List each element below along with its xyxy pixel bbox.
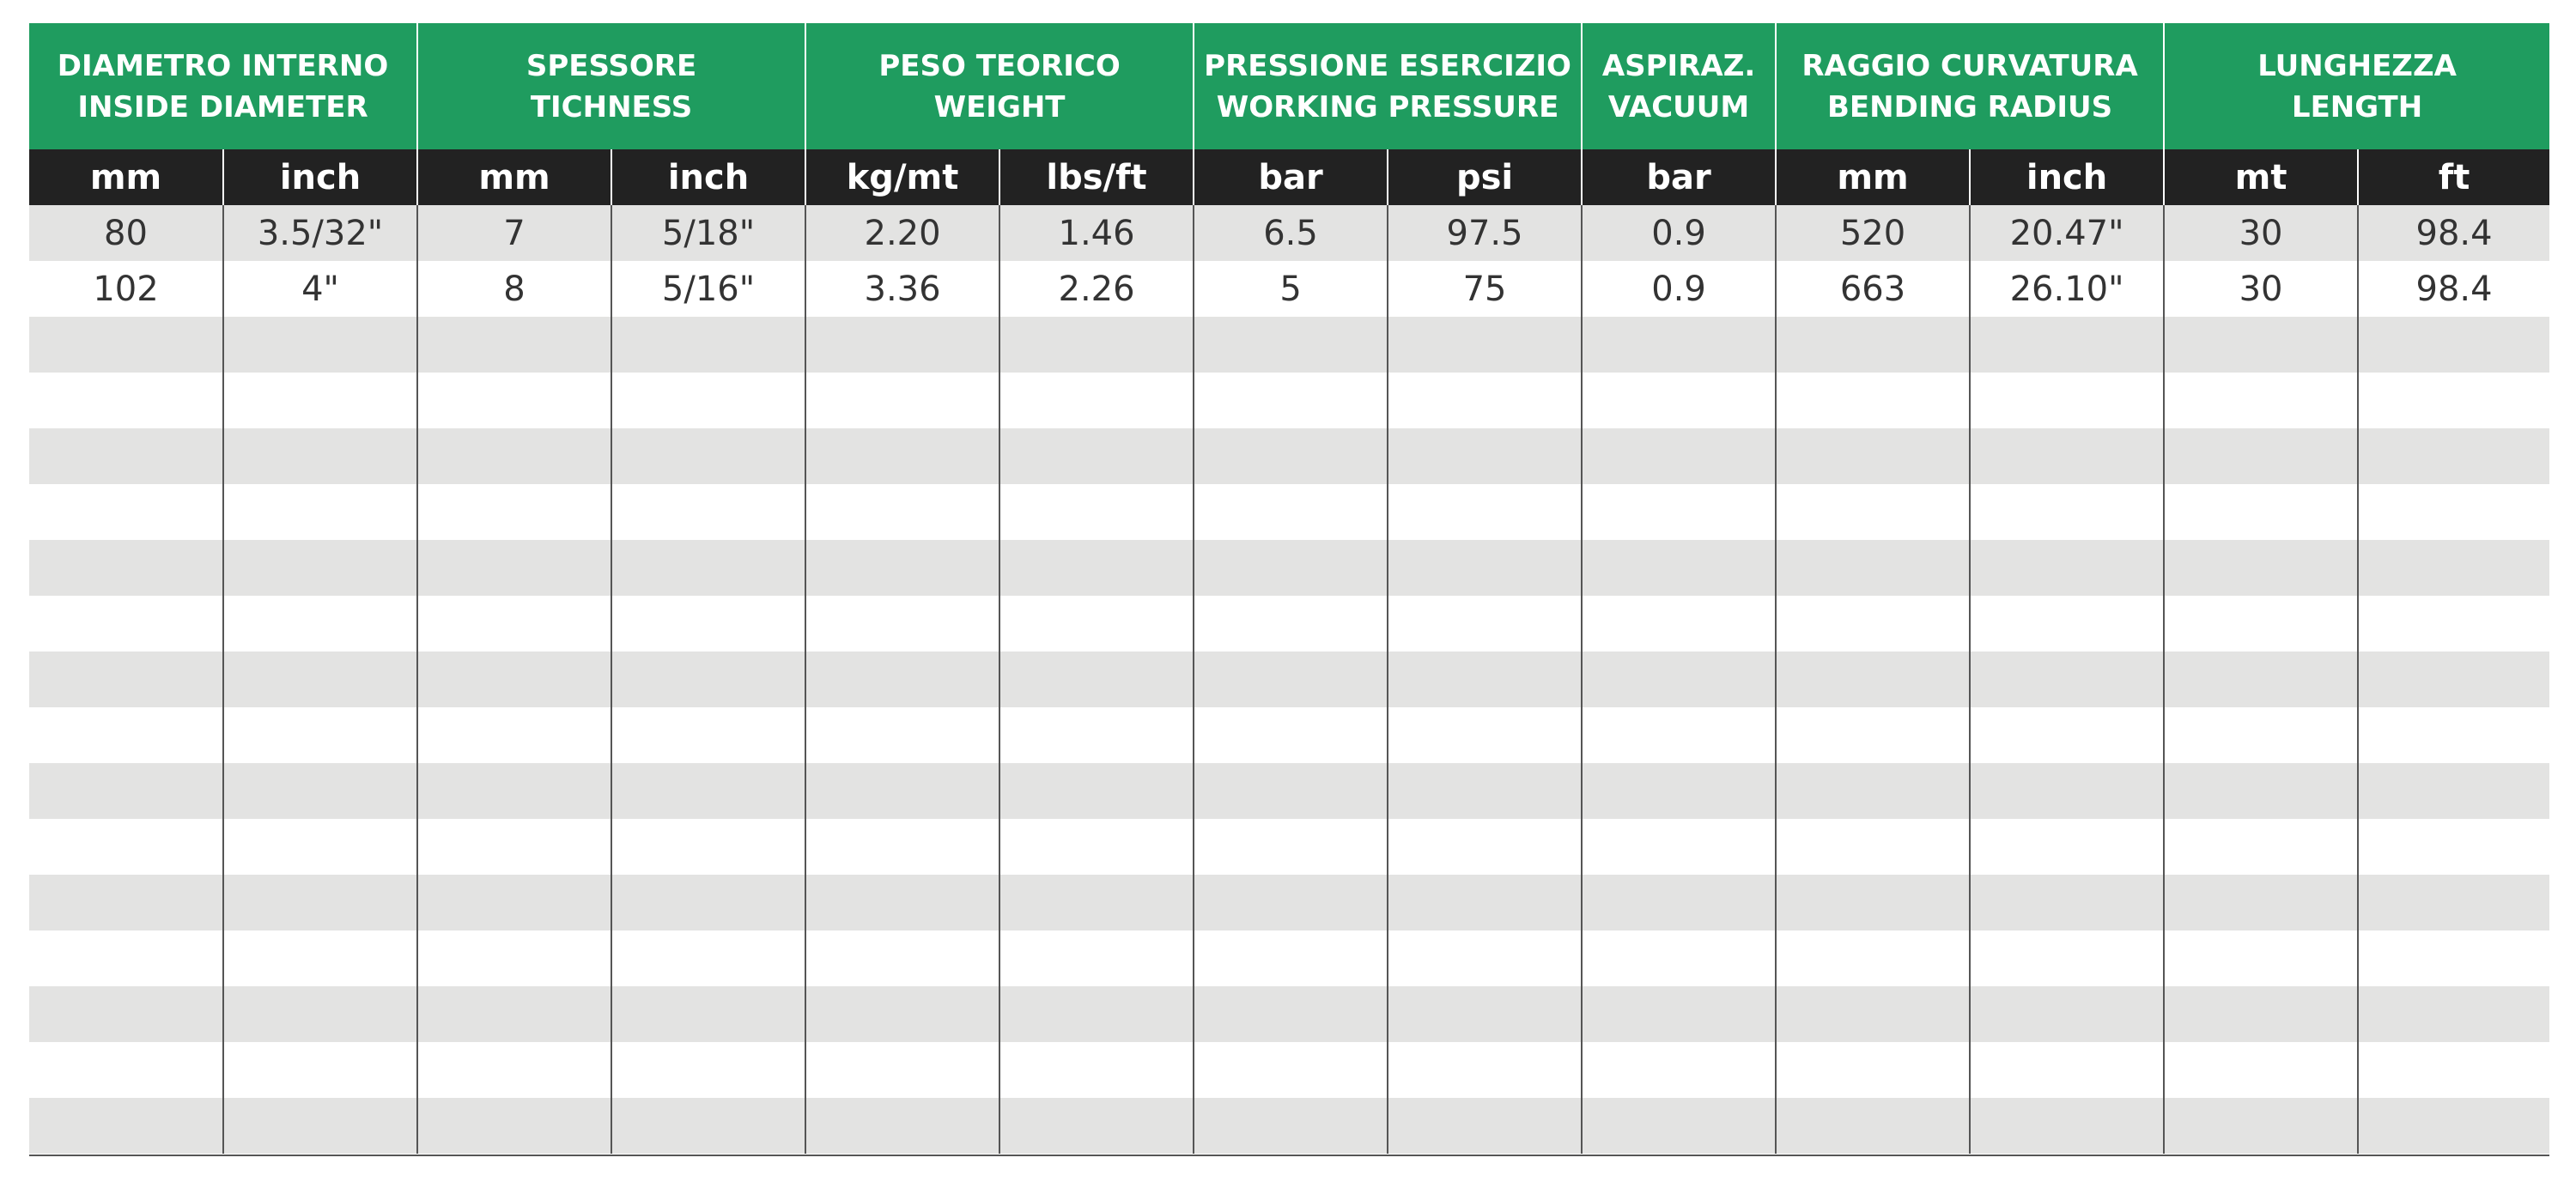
empty-table-cell — [29, 875, 223, 930]
empty-table-cell — [2164, 707, 2358, 763]
empty-table-cell — [1388, 707, 1582, 763]
empty-table-cell — [999, 1098, 1194, 1154]
empty-table-cell — [417, 763, 611, 819]
empty-table-cell — [805, 707, 999, 763]
empty-table-row — [29, 763, 2549, 819]
empty-table-cell — [223, 763, 417, 819]
unit-header: inch — [223, 149, 417, 205]
empty-table-cell — [2358, 930, 2549, 986]
group-label-en: BENDING RADIUS — [1826, 89, 2113, 124]
table-cell: 663 — [1776, 261, 1970, 317]
table-cell: 75 — [1388, 261, 1582, 317]
empty-table-cell — [1970, 763, 2164, 819]
empty-table-cell — [1776, 819, 1970, 875]
empty-table-cell — [223, 875, 417, 930]
empty-table-cell — [1388, 373, 1582, 428]
empty-table-cell — [223, 1098, 417, 1154]
group-header-weight — [805, 23, 1194, 149]
empty-table-cell — [2358, 652, 2549, 707]
empty-table-cell — [611, 540, 805, 596]
empty-table-cell — [611, 875, 805, 930]
table-row — [29, 205, 2549, 261]
group-label-en: LENGTH — [2291, 89, 2423, 124]
group-header-thickness — [417, 23, 805, 149]
empty-table-cell — [611, 1042, 805, 1098]
group-header-vacuum — [1582, 23, 1776, 149]
empty-table-cell — [1194, 930, 1388, 986]
empty-table-cell — [1194, 484, 1388, 540]
empty-table-cell — [1776, 373, 1970, 428]
empty-table-cell — [417, 652, 611, 707]
empty-table-cell — [999, 596, 1194, 652]
empty-table-cell — [805, 317, 999, 373]
empty-table-cell — [417, 1098, 611, 1154]
empty-table-cell — [1776, 484, 1970, 540]
table-bottom-rule — [29, 1155, 2549, 1156]
group-label-it: LUNGHEZZA — [2257, 48, 2457, 83]
table-cell: 30 — [2164, 261, 2358, 317]
table-cell: 1.46 — [999, 205, 1194, 261]
table-cell: 0.9 — [1582, 205, 1776, 261]
empty-table-cell — [1970, 986, 2164, 1042]
empty-table-cell — [223, 986, 417, 1042]
empty-table-cell — [805, 930, 999, 986]
empty-table-cell — [1776, 763, 1970, 819]
group-header-row — [29, 23, 2549, 149]
empty-table-cell — [1582, 986, 1776, 1042]
empty-table-cell — [223, 930, 417, 986]
empty-table-cell — [223, 317, 417, 373]
empty-table-cell — [805, 484, 999, 540]
table-cell: 20.47" — [1970, 205, 2164, 261]
empty-table-cell — [1970, 484, 2164, 540]
empty-table-cell — [1582, 540, 1776, 596]
empty-table-cell — [29, 819, 223, 875]
empty-table-cell — [417, 373, 611, 428]
empty-table-cell — [805, 596, 999, 652]
empty-table-cell — [1194, 763, 1388, 819]
empty-table-row — [29, 317, 2549, 373]
unit-header: kg/mt — [805, 149, 999, 205]
empty-table-cell — [1970, 1098, 2164, 1154]
empty-table-cell — [1582, 596, 1776, 652]
empty-table-cell — [417, 875, 611, 930]
empty-table-cell — [1582, 930, 1776, 986]
empty-table-cell — [2164, 317, 2358, 373]
empty-table-cell — [1388, 484, 1582, 540]
empty-table-cell — [611, 819, 805, 875]
empty-table-cell — [611, 428, 805, 484]
empty-table-cell — [999, 986, 1194, 1042]
empty-table-cell — [1776, 1098, 1970, 1154]
empty-table-cell — [2358, 986, 2549, 1042]
empty-table-cell — [611, 484, 805, 540]
empty-table-cell — [2358, 540, 2549, 596]
empty-table-cell — [223, 540, 417, 596]
empty-table-cell — [1194, 596, 1388, 652]
empty-table-cell — [2164, 484, 2358, 540]
empty-table-cell — [1388, 986, 1582, 1042]
empty-table-cell — [29, 596, 223, 652]
empty-table-cell — [29, 986, 223, 1042]
empty-table-cell — [2358, 819, 2549, 875]
empty-table-cell — [1970, 707, 2164, 763]
empty-table-cell — [1776, 652, 1970, 707]
empty-table-cell — [805, 819, 999, 875]
empty-table-cell — [999, 930, 1194, 986]
empty-table-cell — [29, 930, 223, 986]
empty-table-cell — [1388, 428, 1582, 484]
empty-table-cell — [999, 484, 1194, 540]
empty-table-cell — [29, 373, 223, 428]
empty-table-cell — [2164, 1098, 2358, 1154]
empty-table-cell — [1388, 317, 1582, 373]
empty-table-cell — [1776, 317, 1970, 373]
table-cell: 0.9 — [1582, 261, 1776, 317]
empty-table-cell — [1776, 986, 1970, 1042]
empty-table-cell — [417, 484, 611, 540]
empty-table-cell — [417, 819, 611, 875]
unit-header: bar — [1582, 149, 1776, 205]
empty-table-cell — [999, 317, 1194, 373]
empty-table-cell — [1194, 652, 1388, 707]
empty-table-cell — [611, 652, 805, 707]
empty-table-cell — [29, 428, 223, 484]
table-cell: 80 — [29, 205, 223, 261]
empty-table-row — [29, 707, 2549, 763]
table-cell: 98.4 — [2358, 205, 2549, 261]
unit-header: bar — [1194, 149, 1388, 205]
table-cell: 30 — [2164, 205, 2358, 261]
empty-table-cell — [1388, 875, 1582, 930]
empty-table-cell — [611, 763, 805, 819]
empty-table-cell — [2358, 317, 2549, 373]
empty-table-cell — [2358, 875, 2549, 930]
group-header-bending-radius — [1776, 23, 2164, 149]
empty-table-cell — [2358, 484, 2549, 540]
empty-table-cell — [1582, 652, 1776, 707]
empty-table-cell — [1582, 707, 1776, 763]
empty-table-cell — [1970, 1042, 2164, 1098]
empty-table-cell — [611, 596, 805, 652]
empty-table-cell — [1388, 1098, 1582, 1154]
empty-table-cell — [2164, 930, 2358, 986]
empty-table-cell — [417, 707, 611, 763]
table-body — [29, 205, 2549, 1154]
empty-table-cell — [805, 875, 999, 930]
empty-table-cell — [2164, 875, 2358, 930]
empty-table-cell — [1388, 540, 1582, 596]
table-cell: 2.20 — [805, 205, 999, 261]
empty-table-row — [29, 652, 2549, 707]
empty-table-cell — [2358, 1098, 2549, 1154]
empty-table-cell — [1970, 875, 2164, 930]
empty-table-cell — [999, 1042, 1194, 1098]
empty-table-cell — [1970, 540, 2164, 596]
empty-table-cell — [1582, 1042, 1776, 1098]
table-cell: 5/16" — [611, 261, 805, 317]
empty-table-cell — [805, 763, 999, 819]
table-cell: 6.5 — [1194, 205, 1388, 261]
table-cell: 7 — [417, 205, 611, 261]
group-header-length — [2164, 23, 2549, 149]
table-cell: 5 — [1194, 261, 1388, 317]
table-cell: 98.4 — [2358, 261, 2549, 317]
empty-table-row — [29, 986, 2549, 1042]
empty-table-cell — [417, 317, 611, 373]
empty-table-cell — [611, 930, 805, 986]
empty-table-cell — [29, 540, 223, 596]
empty-table-cell — [805, 1098, 999, 1154]
empty-table-cell — [29, 317, 223, 373]
empty-table-cell — [29, 652, 223, 707]
empty-table-cell — [1194, 540, 1388, 596]
empty-table-cell — [1388, 819, 1582, 875]
empty-table-cell — [805, 373, 999, 428]
empty-table-row — [29, 819, 2549, 875]
empty-table-cell — [1582, 317, 1776, 373]
empty-table-cell — [999, 763, 1194, 819]
unit-header: inch — [611, 149, 805, 205]
empty-table-cell — [999, 707, 1194, 763]
empty-table-cell — [999, 819, 1194, 875]
empty-table-cell — [1582, 819, 1776, 875]
empty-table-cell — [1194, 707, 1388, 763]
empty-table-cell — [805, 986, 999, 1042]
empty-table-cell — [611, 986, 805, 1042]
table-cell: 3.36 — [805, 261, 999, 317]
empty-table-cell — [1388, 652, 1582, 707]
empty-table-cell — [1776, 540, 1970, 596]
empty-table-row — [29, 540, 2549, 596]
empty-table-cell — [2164, 596, 2358, 652]
unit-header: mm — [1776, 149, 1970, 205]
empty-table-cell — [29, 1098, 223, 1154]
empty-table-cell — [29, 1042, 223, 1098]
empty-table-cell — [1194, 986, 1388, 1042]
group-header-inside-diameter — [29, 23, 417, 149]
table-cell: 5/18" — [611, 205, 805, 261]
empty-table-cell — [417, 986, 611, 1042]
empty-table-cell — [2164, 540, 2358, 596]
empty-table-cell — [1388, 596, 1582, 652]
unit-header: psi — [1388, 149, 1582, 205]
empty-table-cell — [999, 652, 1194, 707]
unit-header: mt — [2164, 149, 2358, 205]
group-label-it: DIAMETRO INTERNO — [57, 48, 389, 83]
hose-spec-table — [29, 23, 2549, 1154]
empty-table-cell — [1582, 484, 1776, 540]
empty-table-cell — [805, 428, 999, 484]
empty-table-cell — [417, 596, 611, 652]
empty-table-cell — [1776, 1042, 1970, 1098]
table-cell: 97.5 — [1388, 205, 1582, 261]
empty-table-cell — [611, 317, 805, 373]
empty-table-row — [29, 428, 2549, 484]
table-cell: 102 — [29, 261, 223, 317]
empty-table-cell — [2164, 652, 2358, 707]
empty-table-cell — [611, 373, 805, 428]
empty-table-cell — [805, 540, 999, 596]
empty-table-cell — [2164, 763, 2358, 819]
empty-table-cell — [1970, 428, 2164, 484]
unit-header-row — [29, 149, 2549, 205]
empty-table-cell — [805, 1042, 999, 1098]
empty-table-cell — [1776, 930, 1970, 986]
empty-table-cell — [1194, 317, 1388, 373]
empty-table-cell — [1970, 930, 2164, 986]
empty-table-cell — [1194, 373, 1388, 428]
empty-table-row — [29, 930, 2549, 986]
table-cell: 8 — [417, 261, 611, 317]
empty-table-cell — [1776, 875, 1970, 930]
empty-table-cell — [2164, 986, 2358, 1042]
empty-table-cell — [805, 652, 999, 707]
unit-header: inch — [1970, 149, 2164, 205]
empty-table-cell — [1194, 875, 1388, 930]
empty-table-cell — [2164, 819, 2358, 875]
empty-table-cell — [1970, 596, 2164, 652]
empty-table-cell — [999, 875, 1194, 930]
group-label-en: WORKING PRESSURE — [1216, 89, 1559, 124]
empty-table-row — [29, 373, 2549, 428]
empty-table-cell — [1388, 1042, 1582, 1098]
empty-table-cell — [1582, 373, 1776, 428]
empty-table-cell — [2358, 596, 2549, 652]
empty-table-cell — [611, 1098, 805, 1154]
empty-table-cell — [1970, 819, 2164, 875]
empty-table-cell — [999, 373, 1194, 428]
empty-table-cell — [1194, 1098, 1388, 1154]
table-cell: 26.10" — [1970, 261, 2164, 317]
empty-table-cell — [1194, 1042, 1388, 1098]
group-header-working-pressure — [1194, 23, 1582, 149]
empty-table-cell — [2358, 373, 2549, 428]
empty-table-cell — [1582, 428, 1776, 484]
empty-table-cell — [2358, 763, 2549, 819]
empty-table-cell — [1194, 819, 1388, 875]
empty-table-cell — [1582, 875, 1776, 930]
empty-table-cell — [29, 484, 223, 540]
empty-table-cell — [999, 428, 1194, 484]
table-cell: 3.5/32" — [223, 205, 417, 261]
empty-table-cell — [223, 1042, 417, 1098]
empty-table-cell — [1582, 1098, 1776, 1154]
empty-table-cell — [29, 707, 223, 763]
empty-table-cell — [1776, 707, 1970, 763]
empty-table-row — [29, 1098, 2549, 1154]
group-label-it: RAGGIO CURVATURA — [1801, 48, 2138, 83]
empty-table-cell — [223, 428, 417, 484]
empty-table-cell — [223, 596, 417, 652]
empty-table-cell — [417, 428, 611, 484]
empty-table-cell — [223, 484, 417, 540]
unit-header: mm — [417, 149, 611, 205]
empty-table-cell — [417, 1042, 611, 1098]
empty-table-row — [29, 875, 2549, 930]
empty-table-cell — [999, 540, 1194, 596]
empty-table-row — [29, 484, 2549, 540]
empty-table-cell — [1388, 763, 1582, 819]
empty-table-cell — [611, 707, 805, 763]
group-label-en: TICHNESS — [530, 89, 693, 124]
empty-table-cell — [2164, 1042, 2358, 1098]
empty-table-cell — [2358, 707, 2549, 763]
empty-table-cell — [2358, 1042, 2549, 1098]
unit-header: ft — [2358, 149, 2549, 205]
group-label-en: INSIDE DIAMETER — [77, 89, 368, 124]
group-label-it: ASPIRAZ. — [1601, 48, 1756, 83]
empty-table-cell — [2358, 428, 2549, 484]
table-cell: 2.26 — [999, 261, 1194, 317]
empty-table-cell — [1388, 930, 1582, 986]
empty-table-cell — [29, 763, 223, 819]
table-cell: 4" — [223, 261, 417, 317]
unit-header: lbs/ft — [999, 149, 1194, 205]
empty-table-cell — [223, 373, 417, 428]
empty-table-row — [29, 1042, 2549, 1098]
group-label-en: VACUUM — [1607, 89, 1750, 124]
empty-table-cell — [1194, 428, 1388, 484]
table-cell: 520 — [1776, 205, 1970, 261]
empty-table-cell — [1970, 652, 2164, 707]
table-row — [29, 261, 2549, 317]
empty-table-cell — [417, 930, 611, 986]
empty-table-cell — [223, 652, 417, 707]
empty-table-cell — [1776, 596, 1970, 652]
empty-table-cell — [1776, 428, 1970, 484]
group-label-it: PESO TEORICO — [878, 48, 1121, 83]
empty-table-cell — [1970, 317, 2164, 373]
empty-table-cell — [417, 540, 611, 596]
unit-header: mm — [29, 149, 223, 205]
group-label-it: PRESSIONE ESERCIZIO — [1204, 48, 1571, 83]
empty-table-cell — [1970, 373, 2164, 428]
empty-table-cell — [223, 819, 417, 875]
empty-table-cell — [2164, 373, 2358, 428]
group-label-en: WEIGHT — [933, 89, 1066, 124]
empty-table-row — [29, 596, 2549, 652]
empty-table-cell — [2164, 428, 2358, 484]
group-label-it: SPESSORE — [526, 48, 697, 83]
empty-table-cell — [1582, 763, 1776, 819]
empty-table-cell — [223, 707, 417, 763]
